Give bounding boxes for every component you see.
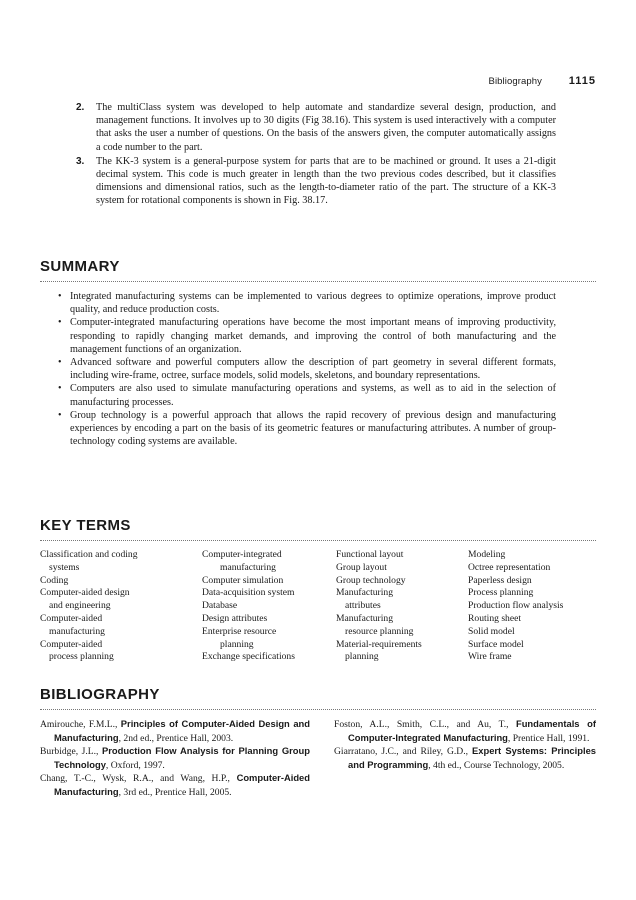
bib-entry (40, 745, 310, 772)
summary-bullet (58, 356, 556, 382)
key-term: Coding (40, 574, 69, 586)
key-terms-rule (40, 540, 596, 541)
numbered-list (76, 101, 556, 209)
key-term: Exchange specifications (202, 651, 295, 663)
key-terms-column (202, 549, 295, 664)
key-term: manufacturing (220, 561, 276, 573)
key-term: Solid model (468, 625, 515, 637)
key-term: Computer-aided (40, 638, 103, 650)
key-term: and engineering (49, 600, 111, 612)
key-term: Computer simulation (202, 574, 284, 586)
bib-title: Production Flow Analysis for Planning Group Technology (54, 745, 310, 770)
bib-title: Expert Systems: Principles and Programming (348, 745, 597, 770)
bib-details: , 4th ed., Course Technology, 2005. (428, 759, 565, 771)
summary-bullet (58, 316, 556, 356)
bullet-text: Computer-integrated manufacturing operations have become the most important means of improving productivity, responding to rapidly changing market demands, and improving the control of both manufacturing and the management functions of an organization. (70, 317, 556, 355)
key-term: Paperless design (468, 574, 532, 586)
key-term: Surface model (468, 638, 524, 650)
key-term: Data-acquisition system (202, 587, 295, 599)
key-terms-column (468, 549, 563, 664)
key-term: Enterprise resource (202, 625, 277, 637)
key-term: Manufacturing (336, 587, 394, 599)
bibliography-rule (40, 709, 596, 710)
bib-details: , 2nd ed., Prentice Hall, 2003. (118, 732, 234, 744)
bullet-text: Integrated manufacturing systems can be implemented to various degrees to optimize operations, improve product quality, and reduce production costs. (70, 291, 556, 316)
key-term: Process planning (468, 587, 534, 599)
list-item-text: The multiClass system was developed to help automate and standardize several design, production, and management functions. It involves up to 30 digits (Fig 38.16). This system is used interactively with a computer that asks the user a number of questions. On the basis of the answers given, the computer automatically assigns a code number to the part. (96, 102, 556, 153)
bullet-icon: • (58, 409, 62, 421)
key-term: resource planning (345, 625, 414, 637)
bullet-icon: • (58, 317, 62, 329)
key-term: Material-requirements (336, 638, 422, 650)
list-item-number: 2. (76, 102, 85, 113)
key-terms-column (40, 549, 138, 664)
key-term: Computer-integrated (202, 549, 282, 560)
key-term: Routing sheet (468, 612, 522, 624)
bib-entry (40, 772, 310, 799)
list-item (76, 101, 556, 154)
bib-title: Computer-Aided Manufacturing (54, 772, 310, 797)
running-title: Bibliography (488, 76, 542, 87)
bullet-text: Computers are also used to simulate manufacturing operations and systems, as well as to aid in the selection of manufacturing processes. (70, 383, 556, 408)
bullet-text: Group technology is a powerful approach that allows the rapid recovery of previous design and manufacturing experiences by encoding a part on the basis of its geometric features or manufacturing attributes. A number of group-technology coding systems are available. (70, 409, 556, 448)
bib-title: Fundamentals of Computer-Integrated Manufacturing (348, 718, 597, 743)
list-item-text: The KK-3 system is a general-purpose system for parts that are to be machined or ground. It uses a 21-digit decimal system. This code is much greater in length than the two previous codes described, but it classifies dimensions and dimensional ratios, such as the length-to-diameter ratio of the part. The structure of a KK-3 system for rotational components is shown in Fig. 38.17. (96, 155, 556, 207)
bullet-icon: • (58, 383, 62, 395)
key-term: planning (220, 638, 254, 650)
list-item-number: 3. (76, 155, 85, 167)
key-term: planning (345, 651, 379, 663)
summary-bullet (58, 290, 556, 316)
key-term: Production flow analysis (468, 600, 564, 612)
page-number: 1115 (568, 75, 596, 87)
bib-details: , 3rd ed., Prentice Hall, 2005. (118, 786, 232, 798)
summary-bullets (58, 290, 556, 448)
key-term: Manufacturing (336, 612, 394, 624)
summary-rule (40, 281, 596, 282)
list-item (76, 155, 556, 208)
key-term: systems (49, 561, 80, 573)
key-term: Modeling (468, 549, 506, 560)
key-term: Wire frame (468, 651, 512, 663)
bib-entry (334, 745, 596, 772)
running-header (0, 76, 636, 90)
bib-author: Amirouche, F.M.L., (40, 719, 121, 730)
key-terms-heading: KEY TERMS (40, 517, 131, 534)
bib-author: Giarratano, J.C., and Riley, G.D., (334, 746, 472, 758)
bibliography-heading: BIBLIOGRAPHY (40, 686, 160, 703)
bib-author: Chang, T.-C., Wysk, R.A., and Wang, H.P., (40, 773, 237, 785)
key-term: Computer-aided (40, 612, 103, 624)
bib-author: Burbidge, J.L., (40, 746, 102, 758)
bib-entry (40, 718, 310, 745)
bib-entry (334, 718, 596, 745)
key-term: Design attributes (202, 612, 268, 624)
bullet-icon: • (58, 291, 62, 302)
summary-bullet (58, 409, 556, 449)
key-term: process planning (49, 651, 114, 663)
key-term: attributes (345, 600, 381, 612)
summary-heading: SUMMARY (40, 258, 120, 275)
bib-details: , Prentice Hall, 1991. (507, 732, 590, 744)
bibliography-column-right (334, 718, 596, 772)
key-term: Functional layout (336, 549, 404, 560)
key-term: Classification and coding (40, 549, 138, 560)
bib-title: Principles of Computer-Aided Design and Manufacturing (54, 718, 311, 743)
bib-details: , Oxford, 1997. (105, 759, 165, 771)
key-term: Computer-aided design (40, 587, 130, 599)
key-term: Octree representation (468, 561, 551, 573)
key-term: Group technology (336, 574, 406, 586)
key-term: Group layout (336, 561, 387, 573)
bibliography-column-left (40, 718, 310, 800)
key-term: Database (202, 600, 238, 612)
summary-bullet (58, 382, 556, 408)
bullet-text: Advanced software and powerful computers allow the description of part geometry in several different formats, including wire-frame, octree, surface models, solid models, skeletons, and boundary representations. (70, 357, 556, 382)
bib-author: Foston, A.L., Smith, C.L., and Au, T., (334, 719, 516, 730)
key-term: manufacturing (49, 625, 105, 637)
key-terms-column (336, 549, 422, 664)
bullet-icon: • (58, 357, 62, 369)
